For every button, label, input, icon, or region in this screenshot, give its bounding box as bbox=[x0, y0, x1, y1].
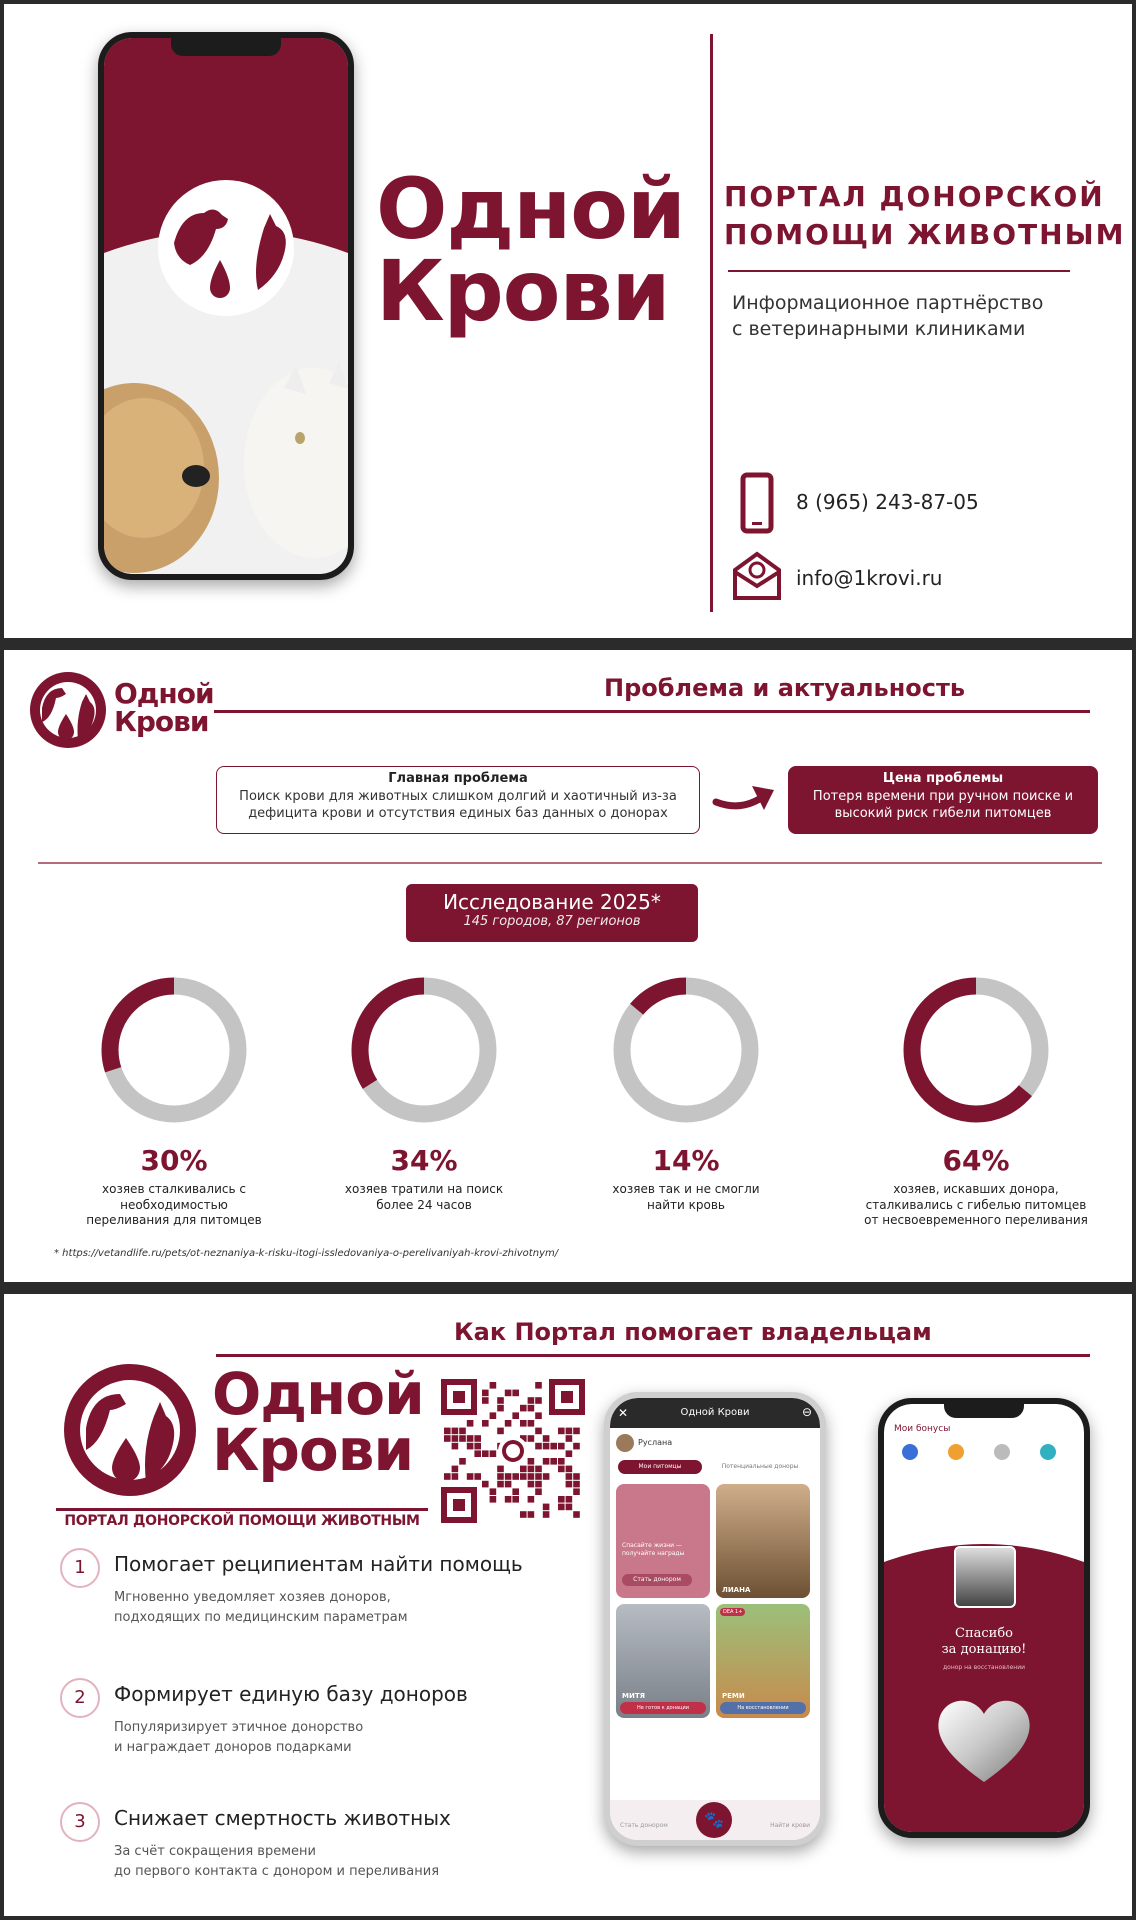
qr-module bbox=[452, 1443, 459, 1450]
qr-module bbox=[573, 1511, 580, 1518]
app-screen-pets bbox=[610, 1398, 820, 1840]
main-problem-text-line1: Поиск крови для животных слишком долгий и хаотичный из-за bbox=[239, 788, 677, 804]
qr-module bbox=[497, 1466, 504, 1473]
feature-title: Снижает смертность животных bbox=[114, 1806, 451, 1830]
bonus-icon-2[interactable] bbox=[948, 1444, 964, 1460]
main-problem-text-line2: дефицита крови и отсутствия единых баз данных о донорах bbox=[248, 805, 668, 821]
qr-module bbox=[482, 1397, 489, 1404]
qr-module bbox=[550, 1458, 557, 1465]
qr-module bbox=[558, 1496, 565, 1503]
brand-tagline: ПОРТАЛ ДОНОРСКОЙ ПОМОЩИ ЖИВОТНЫМ bbox=[56, 1508, 428, 1530]
qr-module bbox=[497, 1481, 504, 1488]
thanks-line2: за донацию! bbox=[941, 1642, 1027, 1657]
pet-card-mitya[interactable] bbox=[616, 1604, 710, 1718]
qr-module bbox=[505, 1420, 512, 1427]
phone-icon bbox=[740, 472, 774, 534]
qr-module bbox=[520, 1405, 527, 1412]
research-subtitle: 145 городов, 87 регионов bbox=[463, 914, 641, 929]
blood-type-badge: DEA 1+ bbox=[720, 1608, 745, 1616]
qr-module bbox=[566, 1450, 573, 1457]
qr-module bbox=[528, 1473, 535, 1480]
pet-card-remi[interactable] bbox=[716, 1604, 810, 1718]
feature-desc-line2: до первого контакта с донором и переливания bbox=[114, 1864, 440, 1879]
qr-module bbox=[535, 1382, 542, 1389]
qr-module bbox=[452, 1466, 459, 1473]
qr-module bbox=[558, 1504, 565, 1511]
qr-module bbox=[444, 1428, 451, 1435]
qr-module bbox=[535, 1412, 542, 1419]
stat-caption-line: хозяев сталкивались с необходимостью bbox=[102, 1182, 246, 1212]
promo-text-line2: получайте награды bbox=[622, 1550, 685, 1557]
brand-name-line2: Крови bbox=[376, 242, 670, 340]
main-problem-title: Главная проблема bbox=[388, 771, 528, 786]
qr-module bbox=[535, 1397, 542, 1404]
qr-module bbox=[566, 1466, 573, 1473]
qr-module bbox=[520, 1466, 527, 1473]
feature-title: Формирует единую базу доноров bbox=[114, 1682, 468, 1706]
stat-caption-line: от несвоевременного переливания bbox=[864, 1213, 1088, 1228]
qr-module bbox=[528, 1466, 535, 1473]
qr-module bbox=[535, 1481, 542, 1488]
pet-name: МИТЯ bbox=[622, 1692, 645, 1700]
slide-title: Проблема и актуальность bbox=[604, 674, 966, 702]
feature-desc-line1: Мгновенно уведомляет хозяев доноров, bbox=[114, 1590, 391, 1605]
logo-name-line2: Крови bbox=[114, 705, 209, 738]
qr-module bbox=[543, 1458, 550, 1465]
qr-module bbox=[528, 1435, 535, 1442]
pet-status-button[interactable]: Не готов к донации bbox=[620, 1702, 706, 1714]
qr-module bbox=[459, 1458, 466, 1465]
qr-module bbox=[535, 1473, 542, 1480]
heart-icon bbox=[934, 1694, 1034, 1786]
qr-module bbox=[474, 1473, 481, 1480]
qr-module bbox=[497, 1405, 504, 1412]
app-phone-pets bbox=[604, 1392, 826, 1846]
stat-percent: 30% bbox=[140, 1144, 208, 1177]
app-screen-bonus bbox=[884, 1404, 1084, 1832]
qr-module bbox=[497, 1397, 504, 1404]
qr-module bbox=[535, 1428, 542, 1435]
research-badge bbox=[406, 884, 698, 942]
stat-caption-line: найти кровь bbox=[647, 1197, 725, 1212]
donor-photo bbox=[954, 1546, 1016, 1608]
nav-become-donor[interactable]: Стать донором bbox=[620, 1822, 668, 1829]
phone-notch bbox=[171, 38, 281, 56]
bottom-nav bbox=[610, 1800, 820, 1840]
qr-module bbox=[452, 1428, 459, 1435]
research-title: Исследование 2025* bbox=[443, 890, 661, 914]
logo-name-line1: Одной bbox=[114, 677, 214, 710]
slide-title: Как Портал помогает владельцам bbox=[454, 1318, 932, 1346]
stat-caption bbox=[851, 1182, 1101, 1229]
qr-module bbox=[474, 1450, 481, 1457]
subtitle-line1: Информационное партнёрство bbox=[732, 292, 1044, 314]
stat-caption-line: хозяев, искавших донора, bbox=[893, 1182, 1059, 1196]
qr-module bbox=[528, 1458, 535, 1465]
qr-module bbox=[558, 1458, 565, 1465]
qr-module bbox=[512, 1390, 519, 1397]
qr-module bbox=[490, 1450, 497, 1457]
qr-module bbox=[474, 1443, 481, 1450]
pet-name: ЛИАНА bbox=[722, 1586, 751, 1594]
qr-module bbox=[505, 1481, 512, 1488]
portal-heading-line2: ПОМОЩИ ЖИВОТНЫМ bbox=[724, 218, 1126, 251]
qr-module bbox=[505, 1473, 512, 1480]
logo-icon bbox=[60, 1358, 200, 1502]
qr-module bbox=[558, 1428, 565, 1435]
stat-caption-line: более 24 часов bbox=[376, 1197, 472, 1212]
feature-desc-line1: Популяризирует этичное донорство bbox=[114, 1720, 364, 1735]
qr-module bbox=[543, 1435, 550, 1442]
qr-module bbox=[528, 1405, 535, 1412]
qr-module bbox=[528, 1397, 535, 1404]
phone-screen-art bbox=[104, 38, 348, 574]
slide-intro bbox=[4, 4, 1132, 638]
stat-percent: 64% bbox=[942, 1144, 1010, 1177]
brand-name-line1: Одной bbox=[212, 1360, 424, 1428]
qr-module bbox=[573, 1481, 580, 1488]
contact-phone[interactable]: 8 (965) 243-87-05 bbox=[796, 490, 979, 514]
qr-module bbox=[490, 1488, 497, 1495]
feature-desc-line2: и награждает доноров подарками bbox=[114, 1740, 352, 1755]
qr-module bbox=[482, 1420, 489, 1427]
qr-module bbox=[467, 1473, 474, 1480]
qr-module bbox=[566, 1428, 573, 1435]
qr-module bbox=[512, 1488, 519, 1495]
qr-module bbox=[467, 1420, 474, 1427]
brand-name-line2: Крови bbox=[212, 1416, 414, 1484]
problem-cost-text-line2: высокий риск гибели питомцев bbox=[834, 805, 1052, 821]
feature-number: 3 bbox=[60, 1802, 100, 1842]
qr-module bbox=[520, 1420, 527, 1427]
bonus-header: Мои бонусы bbox=[894, 1424, 951, 1434]
qr-module bbox=[550, 1443, 557, 1450]
qr-module bbox=[528, 1481, 535, 1488]
qr-module bbox=[444, 1473, 451, 1480]
paw-icon[interactable]: 🐾 bbox=[696, 1802, 732, 1838]
tab-my-pets[interactable]: Мои питомцы bbox=[618, 1460, 702, 1474]
qr-code[interactable] bbox=[440, 1378, 586, 1524]
stat-caption bbox=[561, 1182, 811, 1213]
qr-module bbox=[512, 1496, 519, 1503]
vertical-divider bbox=[710, 34, 713, 612]
qr-module bbox=[528, 1420, 535, 1427]
phone-mockup bbox=[98, 32, 354, 580]
problem-cost-text-line1: Потеря времени при ручном поиске и bbox=[812, 788, 1074, 804]
qr-module bbox=[543, 1511, 550, 1518]
problem-cost-title: Цена проблемы bbox=[882, 771, 1004, 786]
qr-module bbox=[543, 1443, 550, 1450]
bonus-icon-4[interactable] bbox=[1040, 1444, 1056, 1460]
qr-module bbox=[482, 1450, 489, 1457]
brand-name-line1: Одной bbox=[376, 160, 685, 258]
qr-module bbox=[490, 1412, 497, 1419]
user-name: Руслана bbox=[638, 1438, 673, 1447]
qr-module bbox=[558, 1443, 565, 1450]
main-problem-box bbox=[216, 766, 700, 834]
feature-desc-line1: За счёт сокращения времени bbox=[114, 1844, 316, 1859]
qr-module bbox=[497, 1428, 504, 1435]
qr-module bbox=[573, 1473, 580, 1480]
stat-caption-line: хозяев тратили на поиск bbox=[344, 1182, 504, 1196]
phone-notch bbox=[944, 1404, 1024, 1418]
qr-module bbox=[566, 1481, 573, 1488]
qr-module bbox=[459, 1435, 466, 1442]
stat-percent: 34% bbox=[390, 1144, 458, 1177]
qr-module bbox=[543, 1473, 550, 1480]
arrow-icon bbox=[712, 774, 778, 814]
qr-module bbox=[490, 1496, 497, 1503]
problem-cost-box bbox=[788, 766, 1098, 834]
qr-module bbox=[452, 1473, 459, 1480]
feature-number: 2 bbox=[60, 1678, 100, 1718]
stat-caption bbox=[49, 1182, 299, 1229]
qr-module bbox=[528, 1511, 535, 1518]
heading-underline bbox=[728, 270, 1070, 272]
qr-module bbox=[543, 1504, 550, 1511]
qr-module bbox=[474, 1435, 481, 1442]
promo-card[interactable] bbox=[616, 1484, 710, 1598]
qr-module bbox=[566, 1473, 573, 1480]
app-phone-bonus bbox=[878, 1398, 1090, 1838]
qr-module bbox=[444, 1435, 451, 1442]
qr-module bbox=[573, 1488, 580, 1495]
donor-note: донор на восстановлении bbox=[943, 1664, 1025, 1671]
title-underline bbox=[214, 710, 1090, 713]
section-divider bbox=[38, 862, 1102, 864]
qr-module bbox=[459, 1428, 466, 1435]
qr-module bbox=[535, 1488, 542, 1495]
pet-name: РЕМИ bbox=[722, 1692, 745, 1700]
pet-card-liana[interactable] bbox=[716, 1484, 810, 1598]
feature-desc-line2: подходящих по медицинским параметрам bbox=[114, 1610, 408, 1625]
qr-module bbox=[512, 1473, 519, 1480]
qr-module bbox=[566, 1504, 573, 1511]
portal-heading-line1: ПОРТАЛ ДОНОРСКОЙ bbox=[724, 180, 1105, 213]
donut-charts bbox=[4, 970, 1132, 1130]
feature-title: Помогает реципиентам найти помощь bbox=[114, 1552, 523, 1576]
nav-find-blood[interactable]: Найти крови bbox=[770, 1822, 810, 1829]
become-donor-button[interactable]: Стать донором bbox=[622, 1574, 692, 1586]
feature-number: 1 bbox=[60, 1548, 100, 1588]
qr-module bbox=[566, 1435, 573, 1442]
title-underline bbox=[216, 1354, 1090, 1357]
qr-module bbox=[482, 1481, 489, 1488]
stat-caption bbox=[299, 1182, 549, 1213]
footnote-link[interactable]: * https://vetandlife.ru/pets/ot-neznaniya-k-risku-itogi-issledovaniya-o-perelivaniyah-krovi-zhivotnym/ bbox=[54, 1248, 559, 1259]
qr-module bbox=[535, 1466, 542, 1473]
qr-module bbox=[467, 1443, 474, 1450]
stat-caption-line: сталкивались с гибелью питомцев bbox=[865, 1197, 1087, 1212]
menu-icon[interactable]: ⊖ bbox=[801, 1405, 812, 1419]
avatar[interactable] bbox=[616, 1434, 634, 1452]
qr-module bbox=[520, 1473, 527, 1480]
close-icon[interactable]: ✕ bbox=[618, 1406, 629, 1420]
qr-module bbox=[490, 1382, 497, 1389]
qr-module bbox=[566, 1496, 573, 1503]
tab-potential-donors[interactable]: Потенциальные доноры bbox=[721, 1463, 799, 1470]
stat-caption-line: переливания для питомцев bbox=[86, 1213, 262, 1228]
qr-module bbox=[497, 1473, 504, 1480]
qr-module bbox=[505, 1390, 512, 1397]
qr-module bbox=[452, 1435, 459, 1442]
subtitle-line2: с ветеринарными клиниками bbox=[732, 318, 1026, 340]
qr-module bbox=[528, 1496, 535, 1503]
slide-benefits bbox=[4, 1294, 1132, 1916]
qr-module bbox=[512, 1412, 519, 1419]
bonus-icon-1[interactable] bbox=[902, 1444, 918, 1460]
logo-icon bbox=[28, 668, 108, 752]
stat-percent: 14% bbox=[652, 1144, 720, 1177]
thanks-line1: Спасибо bbox=[955, 1626, 1013, 1641]
bonus-icon-3[interactable] bbox=[994, 1444, 1010, 1460]
slide-problem bbox=[4, 650, 1132, 1282]
phone-screen bbox=[104, 38, 348, 574]
qr-module bbox=[558, 1466, 565, 1473]
promo-text-line1: Спасайте жизни — bbox=[622, 1542, 682, 1549]
qr-module bbox=[573, 1443, 580, 1450]
contact-email[interactable]: info@1krovi.ru bbox=[796, 566, 943, 590]
qr-module bbox=[505, 1496, 512, 1503]
stat-caption-line: хозяев так и не смогли bbox=[612, 1182, 760, 1196]
qr-module bbox=[482, 1390, 489, 1397]
mail-icon bbox=[732, 550, 782, 602]
qr-module bbox=[535, 1443, 542, 1450]
pet-status-button[interactable]: На восстановлении bbox=[720, 1702, 806, 1714]
qr-module bbox=[520, 1511, 527, 1518]
qr-module bbox=[573, 1428, 580, 1435]
app-header: Одной Крови bbox=[610, 1398, 820, 1428]
qr-module bbox=[467, 1435, 474, 1442]
